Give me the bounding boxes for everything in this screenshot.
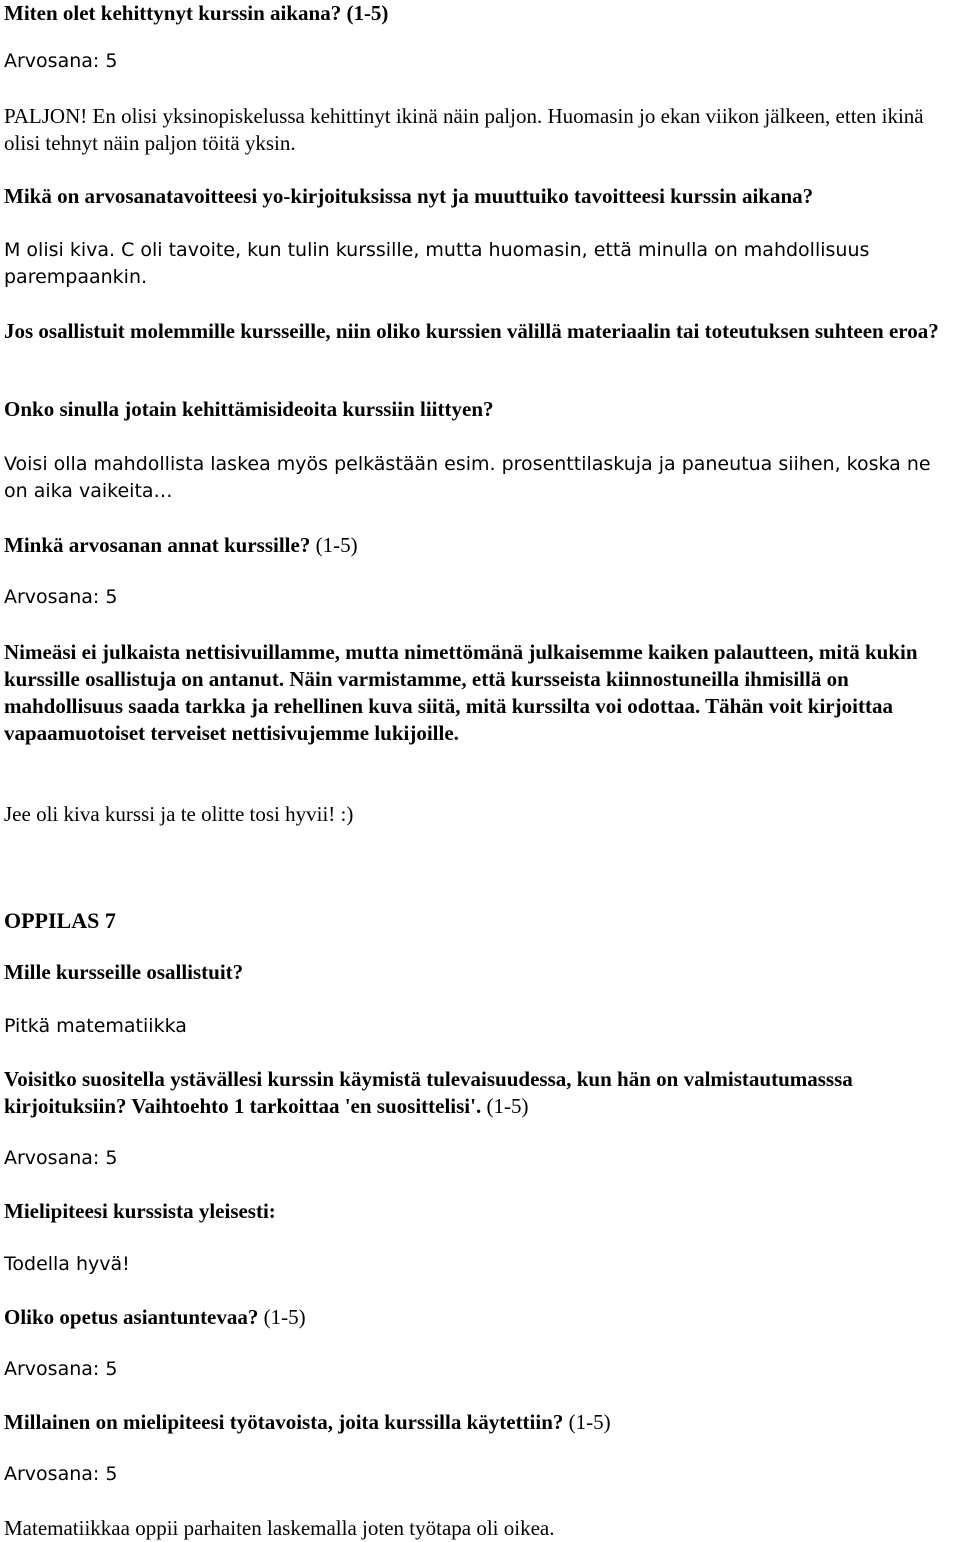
question-methods <box>4 1409 950 1436</box>
answer-methods: Arvosana: 5 <box>4 1463 118 1485</box>
answer-goal: M olisi kiva. C oli tavoite, kun tulin kurssille, mutta huomasin, että minulla on mahdollisuus parempaankin. <box>4 239 870 288</box>
answer-improvement-ideas: Voisi olla mahdollista laskea myös pelkästään esim. prosenttilaskuja ja paneutua siihen, koska ne on aika vaikeita… <box>4 453 931 502</box>
answer-progress-comment: PALJON! En olisi yksinopiskelussa kehittinyt ikinä näin paljon. Huomasin jo ekan viikon jälkeen, etten ikinä olisi tehnyt näin paljon töitä yksin. <box>4 104 924 155</box>
question-recommend-scale: (1-5) <box>481 1094 529 1118</box>
question-course-grade <box>4 532 950 559</box>
question-methods-text: Millainen on mielipiteesi työtavoista, joita kurssilla käytettiin? <box>4 1410 564 1434</box>
question-teaching-scale: (1-5) <box>258 1305 306 1329</box>
question-teaching <box>4 1304 950 1331</box>
question-greeting <box>4 639 950 747</box>
question-progress-text: Miten olet kehittynyt kurssin aikana? (1-5) <box>4 1 389 25</box>
answer-teaching: Arvosana: 5 <box>4 1358 118 1380</box>
question-courses: Mille kursseille osallistuit? <box>4 960 244 984</box>
question-teaching-text: Oliko opetus asiantuntevaa? <box>4 1305 259 1329</box>
answer-methods-comment: Matematiikkaa oppii parhaiten laskemalla joten työtapa oli oikea. <box>4 1516 555 1540</box>
question-greeting-part3: Tähän voit kirjoittaa vapaamuotoiset terveiset nettisivujemme lukijoille. <box>4 694 893 745</box>
question-course-difference: Jos osallistuit molemmille kursseille, niin oliko kurssien välillä materiaalin tai toteutuksen suhteen eroa? <box>4 319 939 343</box>
question-methods-scale: (1-5) <box>563 1410 611 1434</box>
question-course-grade-text: Minkä arvosanan annat kurssille? <box>4 533 311 557</box>
question-recommend <box>4 1066 950 1120</box>
answer-opinion: Todella hyvä! <box>4 1253 130 1275</box>
answer-progress-grade: Arvosana: 5 <box>4 50 118 72</box>
answer-course-grade: Arvosana: 5 <box>4 586 118 608</box>
question-opinion: Mielipiteesi kurssista yleisesti: <box>4 1199 276 1223</box>
answer-recommend: Arvosana: 5 <box>4 1147 118 1169</box>
question-goal: Mikä on arvosanatavoitteesi yo-kirjoituksissa nyt ja muuttuiko tavoitteesi kurssin aikana? <box>4 184 814 208</box>
question-improvement-ideas: Onko sinulla jotain kehittämisideoita kurssiin liittyen? <box>4 397 494 421</box>
answer-greeting: Jee oli kiva kurssi ja te olitte tosi hyvii! :) <box>4 802 354 826</box>
answer-courses: Pitkä matematiikka <box>4 1015 187 1037</box>
question-course-grade-scale: (1-5) <box>310 533 358 557</box>
question-greeting-part1: Nimeäsi ei julkaista nettisivuillamme, mutta nimettömänä julkaisemme kaiken palautteen, mitä kukin kurssille osallistuja on antanut. <box>4 640 918 691</box>
question-progress <box>4 0 950 27</box>
question-greeting-part2: Näin varmistamme, että kursseista kiinnostuneilla ihmisillä on mahdollisuus saada tarkka ja rehellinen kuva siitä, mitä kurssilta voi odottaa. <box>4 667 849 718</box>
question-recommend-text: Voisitko suositella ystävällesi kurssin käymistä tulevaisuudessa, kun hän on valmistautumasssa kirjoituksiin? Vaihtoehto 1 tarkoittaa 'en suosittelisi'. <box>4 1067 853 1118</box>
student-heading: OPPILAS 7 <box>4 908 116 933</box>
